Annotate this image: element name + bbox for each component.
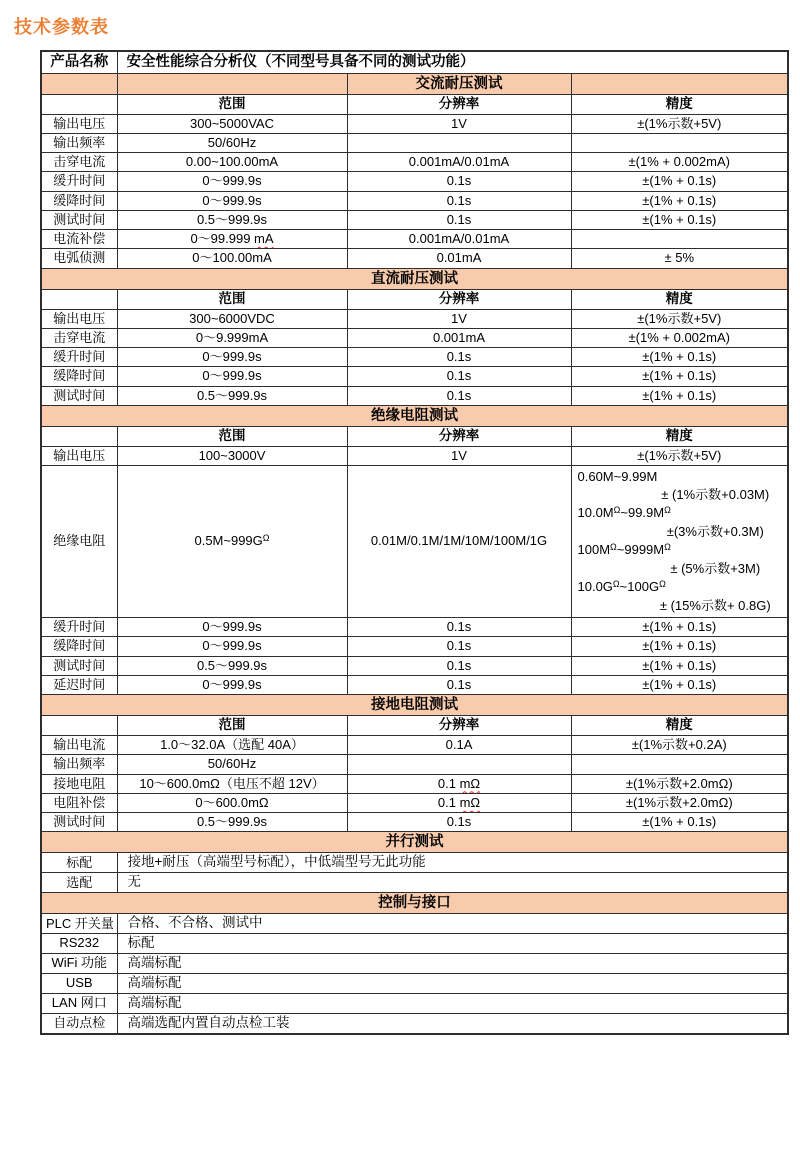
product-label: 产品名称 xyxy=(41,51,117,73)
header-spacer-cell xyxy=(41,426,117,446)
header-resolution: 分辨率 xyxy=(347,94,571,114)
accuracy-cell xyxy=(571,230,788,249)
spec-row xyxy=(41,133,788,152)
text-segment: 0.5M~999G xyxy=(194,533,263,549)
spec-row xyxy=(41,210,788,229)
resolution-cell: 1V xyxy=(347,446,571,465)
spec-row xyxy=(41,973,788,993)
spec-row xyxy=(41,656,788,675)
text-segment: 0.1 xyxy=(437,775,460,791)
label-cell: 标配 xyxy=(41,853,117,873)
label-cell: 电流补偿 xyxy=(41,230,117,249)
header-spacer-cell xyxy=(41,289,117,309)
spec-row xyxy=(41,993,788,1013)
range-cell xyxy=(117,466,347,618)
resolution-cell: 0.01M/0.1M/1M/10M/100M/1G xyxy=(347,466,571,618)
spec-row xyxy=(41,914,788,934)
spec-row xyxy=(41,446,788,465)
gb-header-row xyxy=(41,716,788,736)
text-segment: ~100G xyxy=(619,579,660,594)
ohm-superscript: Ω xyxy=(612,579,620,589)
value-cell: 高端标配 xyxy=(117,954,788,974)
label-cell: PLC 开关量 xyxy=(41,914,117,934)
accuracy-line xyxy=(578,468,782,486)
section-title: 绝缘电阻测试 xyxy=(41,405,788,426)
spellcheck-squiggle-text: mΩ xyxy=(459,775,481,791)
label-cell: 缓升时间 xyxy=(41,172,117,191)
section-title: 直流耐压测试 xyxy=(41,268,788,289)
insulation-resistance-row xyxy=(41,466,788,618)
spec-row xyxy=(41,309,788,328)
value-cell: 高端标配 xyxy=(117,973,788,993)
spec-row xyxy=(41,172,788,191)
resolution-cell: 0.001mA/0.01mA xyxy=(347,153,571,172)
accuracy-cell: ±(1% + 0.1s) xyxy=(571,637,788,656)
product-value: 安全性能综合分析仪（不同型号具备不同的测试功能） xyxy=(117,51,788,73)
range-cell: 50/60Hz xyxy=(117,755,347,774)
resolution-cell: 0.01mA xyxy=(347,249,571,268)
range-cell: 10～600.0mΩ（电压不超 12V） xyxy=(117,774,347,793)
label-cell: USB xyxy=(41,973,117,993)
header-resolution: 分辨率 xyxy=(347,426,571,446)
accuracy-multiline-cell xyxy=(571,466,788,618)
text-segment: 0～99.999 xyxy=(190,231,255,246)
header-range: 范围 xyxy=(117,426,347,446)
accuracy-cell: ±(1% + 0.002mA) xyxy=(571,153,788,172)
ohm-superscript: Ω xyxy=(664,542,671,552)
dc-header-row xyxy=(41,289,788,309)
resolution-cell: 0.1s xyxy=(347,656,571,675)
accuracy-cell: ±(1%示数+5V) xyxy=(571,114,788,133)
value-cell: 高端标配 xyxy=(117,993,788,1013)
label-cell: 击穿电流 xyxy=(41,153,117,172)
resolution-cell xyxy=(347,133,571,152)
label-cell: 延迟时间 xyxy=(41,675,117,694)
resolution-cell: 0.001mA xyxy=(347,328,571,347)
text-segment: 10.0G xyxy=(577,579,613,594)
label-cell: 输出电压 xyxy=(41,114,117,133)
resolution-cell: 0.001mA/0.01mA xyxy=(347,230,571,249)
section-title: 接地电阻测试 xyxy=(41,695,788,716)
section-dc-hipot xyxy=(41,268,788,289)
range-cell: 0～999.9s xyxy=(117,191,347,210)
accuracy-cell: ±(1%示数+0.2A) xyxy=(571,736,788,755)
section-control-interface xyxy=(41,893,788,914)
spec-row xyxy=(41,774,788,793)
resolution-cell: 0.1s xyxy=(347,367,571,386)
label-cell: 自动点检 xyxy=(41,1013,117,1033)
label-cell: 缓降时间 xyxy=(41,637,117,656)
accuracy-line xyxy=(578,523,782,541)
text-segment: ~9999M xyxy=(616,542,665,557)
range-cell: 0～999.9s xyxy=(117,367,347,386)
range-cell: 0～999.9s xyxy=(117,172,347,191)
range-cell: 0.00~100.00mA xyxy=(117,153,347,172)
ohm-superscript: Ω xyxy=(262,533,270,544)
range-cell: 0～999.9s xyxy=(117,348,347,367)
accuracy-line xyxy=(578,486,782,504)
accuracy-cell: ±(1% + 0.1s) xyxy=(571,210,788,229)
text-segment: 10.0M xyxy=(577,505,614,520)
label-cell: 输出电流 xyxy=(41,736,117,755)
text-segment: ± (5%示数+3M) xyxy=(670,561,761,576)
product-row xyxy=(41,51,788,73)
spec-row xyxy=(41,736,788,755)
label-cell: 缓降时间 xyxy=(41,367,117,386)
spec-row xyxy=(41,114,788,133)
section-ac-hipot xyxy=(41,73,788,94)
label-cell: RS232 xyxy=(41,934,117,954)
range-cell: 0～999.9s xyxy=(117,618,347,637)
header-range: 范围 xyxy=(117,94,347,114)
spec-row xyxy=(41,153,788,172)
label-cell: 缓降时间 xyxy=(41,191,117,210)
ohm-superscript: Ω xyxy=(664,505,671,515)
value-cell: 无 xyxy=(117,873,788,893)
label-cell: 输出频率 xyxy=(41,133,117,152)
spec-row xyxy=(41,675,788,694)
accuracy-cell: ±(1% + 0.1s) xyxy=(571,656,788,675)
resolution-cell: 0.1s xyxy=(347,348,571,367)
accuracy-cell: ±(1%示数+5V) xyxy=(571,309,788,328)
spec-row xyxy=(41,328,788,347)
spec-row xyxy=(41,954,788,974)
resolution-cell: 0.1s xyxy=(347,386,571,405)
resolution-cell xyxy=(347,793,571,812)
label-cell: LAN 网口 xyxy=(41,993,117,1013)
spec-row xyxy=(41,853,788,873)
section-insulation xyxy=(41,405,788,426)
value-cell: 接地+耐压（高端型号标配），中低端型号无此功能 xyxy=(117,853,788,873)
header-spacer-cell xyxy=(41,716,117,736)
range-cell: 100~3000V xyxy=(117,446,347,465)
resolution-cell: 1V xyxy=(347,309,571,328)
accuracy-line xyxy=(578,597,782,615)
resolution-cell xyxy=(347,774,571,793)
range-cell: 0.5～999.9s xyxy=(117,656,347,675)
spec-table xyxy=(40,50,789,1035)
label-cell: 接地电阻 xyxy=(41,774,117,793)
range-cell: 0～600.0mΩ xyxy=(117,793,347,812)
range-cell: 0～9.999mA xyxy=(117,328,347,347)
resolution-cell: 0.1s xyxy=(347,191,571,210)
spec-row xyxy=(41,348,788,367)
label-cell: 输出频率 xyxy=(41,755,117,774)
header-range: 范围 xyxy=(117,289,347,309)
accuracy-cell xyxy=(571,755,788,774)
label-cell: 测试时间 xyxy=(41,210,117,229)
accuracy-cell: ±(1% + 0.1s) xyxy=(571,172,788,191)
spec-row xyxy=(41,755,788,774)
resolution-cell: 0.1s xyxy=(347,813,571,832)
accuracy-cell: ±(1% + 0.1s) xyxy=(571,386,788,405)
header-range: 范围 xyxy=(117,716,347,736)
spec-row xyxy=(41,230,788,249)
range-cell: 0～999.9s xyxy=(117,637,347,656)
header-accuracy: 精度 xyxy=(571,426,788,446)
resolution-cell: 0.1s xyxy=(347,675,571,694)
section-title: 并行测试 xyxy=(41,832,788,853)
text-segment: ± (15%示数+ 0.8G) xyxy=(659,598,771,613)
accuracy-cell: ±(1% + 0.1s) xyxy=(571,675,788,694)
label-cell: 绝缘电阻 xyxy=(41,466,117,618)
label-cell: 测试时间 xyxy=(41,386,117,405)
section-spacer-cell xyxy=(571,73,788,94)
accuracy-cell: ±(1% + 0.1s) xyxy=(571,618,788,637)
label-cell: 击穿电流 xyxy=(41,328,117,347)
accuracy-line xyxy=(578,578,782,597)
label-cell: 缓升时间 xyxy=(41,618,117,637)
spec-row xyxy=(41,191,788,210)
spec-row xyxy=(41,793,788,812)
spec-row xyxy=(41,1013,788,1033)
accuracy-cell: ±(1%示数+5V) xyxy=(571,446,788,465)
accuracy-line xyxy=(578,560,782,578)
range-cell: 1.0～32.0A（选配 40A） xyxy=(117,736,347,755)
text-segment: ~99.9M xyxy=(620,505,665,520)
spellcheck-squiggle-text: mA xyxy=(254,231,274,246)
section-title: 交流耐压测试 xyxy=(347,73,571,94)
range-cell: 0～999.9s xyxy=(117,675,347,694)
ohm-superscript: Ω xyxy=(659,579,666,589)
resolution-cell: 0.1A xyxy=(347,736,571,755)
text-segment: ± (1%示数+0.03M) xyxy=(661,487,770,502)
resolution-cell: 0.1s xyxy=(347,637,571,656)
spec-row xyxy=(41,637,788,656)
header-accuracy: 精度 xyxy=(571,94,788,114)
header-spacer-cell xyxy=(41,94,117,114)
ac-header-row xyxy=(41,94,788,114)
range-cell: 300~5000VAC xyxy=(117,114,347,133)
ohm-superscript: Ω xyxy=(613,505,621,515)
label-cell: 输出电压 xyxy=(41,446,117,465)
section-spacer-cell xyxy=(41,73,117,94)
ohm-superscript: Ω xyxy=(610,542,617,552)
section-ground-bond xyxy=(41,695,788,716)
ir-header-row xyxy=(41,426,788,446)
value-cell: 高端选配内置自动点检工装 xyxy=(117,1013,788,1033)
label-cell: 测试时间 xyxy=(41,813,117,832)
range-cell xyxy=(117,230,347,249)
resolution-cell: 1V xyxy=(347,114,571,133)
range-cell: 0.5～999.9s xyxy=(117,386,347,405)
value-cell: 标配 xyxy=(117,934,788,954)
range-cell: 0.5～999.9s xyxy=(117,210,347,229)
text-segment: 0.60M~9.99M xyxy=(577,469,658,484)
accuracy-cell: ±(1% + 0.1s) xyxy=(571,191,788,210)
label-cell: 缓升时间 xyxy=(41,348,117,367)
label-cell: 输出电压 xyxy=(41,309,117,328)
accuracy-cell: ±(1%示数+2.0mΩ) xyxy=(571,774,788,793)
spec-row xyxy=(41,813,788,832)
text-segment: ±(3%示数+0.3M) xyxy=(666,524,764,539)
range-cell: 50/60Hz xyxy=(117,133,347,152)
resolution-cell: 0.1s xyxy=(347,172,571,191)
range-cell: 0.5～999.9s xyxy=(117,813,347,832)
section-parallel xyxy=(41,832,788,853)
section-title: 控制与接口 xyxy=(41,893,788,914)
resolution-cell xyxy=(347,755,571,774)
spellcheck-squiggle-text: mΩ xyxy=(459,794,481,810)
accuracy-cell xyxy=(571,133,788,152)
value-cell: 合格、不合格、测试中 xyxy=(117,914,788,934)
spec-row xyxy=(41,873,788,893)
label-cell: 电弧侦测 xyxy=(41,249,117,268)
header-accuracy: 精度 xyxy=(571,289,788,309)
accuracy-cell: ±(1%示数+2.0mΩ) xyxy=(571,793,788,812)
accuracy-cell: ±(1% + 0.1s) xyxy=(571,348,788,367)
accuracy-line xyxy=(578,504,782,523)
accuracy-cell: ± 5% xyxy=(571,249,788,268)
header-resolution: 分辨率 xyxy=(347,716,571,736)
header-resolution: 分辨率 xyxy=(347,289,571,309)
accuracy-cell: ±(1% + 0.1s) xyxy=(571,367,788,386)
resolution-cell: 0.1s xyxy=(347,210,571,229)
spec-row xyxy=(41,367,788,386)
label-cell: 测试时间 xyxy=(41,656,117,675)
label-cell: 电阻补偿 xyxy=(41,793,117,812)
resolution-cell: 0.1s xyxy=(347,618,571,637)
range-cell: 300~6000VDC xyxy=(117,309,347,328)
section-spacer-cell xyxy=(117,73,347,94)
label-cell: WiFi 功能 xyxy=(41,954,117,974)
spec-row xyxy=(41,249,788,268)
spec-row xyxy=(41,618,788,637)
label-cell: 选配 xyxy=(41,873,117,893)
accuracy-cell: ±(1% + 0.1s) xyxy=(571,813,788,832)
text-segment: 0.1 xyxy=(437,794,460,810)
page-title: 技术参数表 xyxy=(14,17,109,37)
spec-row xyxy=(41,386,788,405)
accuracy-line xyxy=(578,541,782,560)
accuracy-cell: ±(1% + 0.002mA) xyxy=(571,328,788,347)
header-accuracy: 精度 xyxy=(571,716,788,736)
text-segment: 100M xyxy=(577,542,611,557)
spec-row xyxy=(41,934,788,954)
range-cell: 0～100.00mA xyxy=(117,249,347,268)
